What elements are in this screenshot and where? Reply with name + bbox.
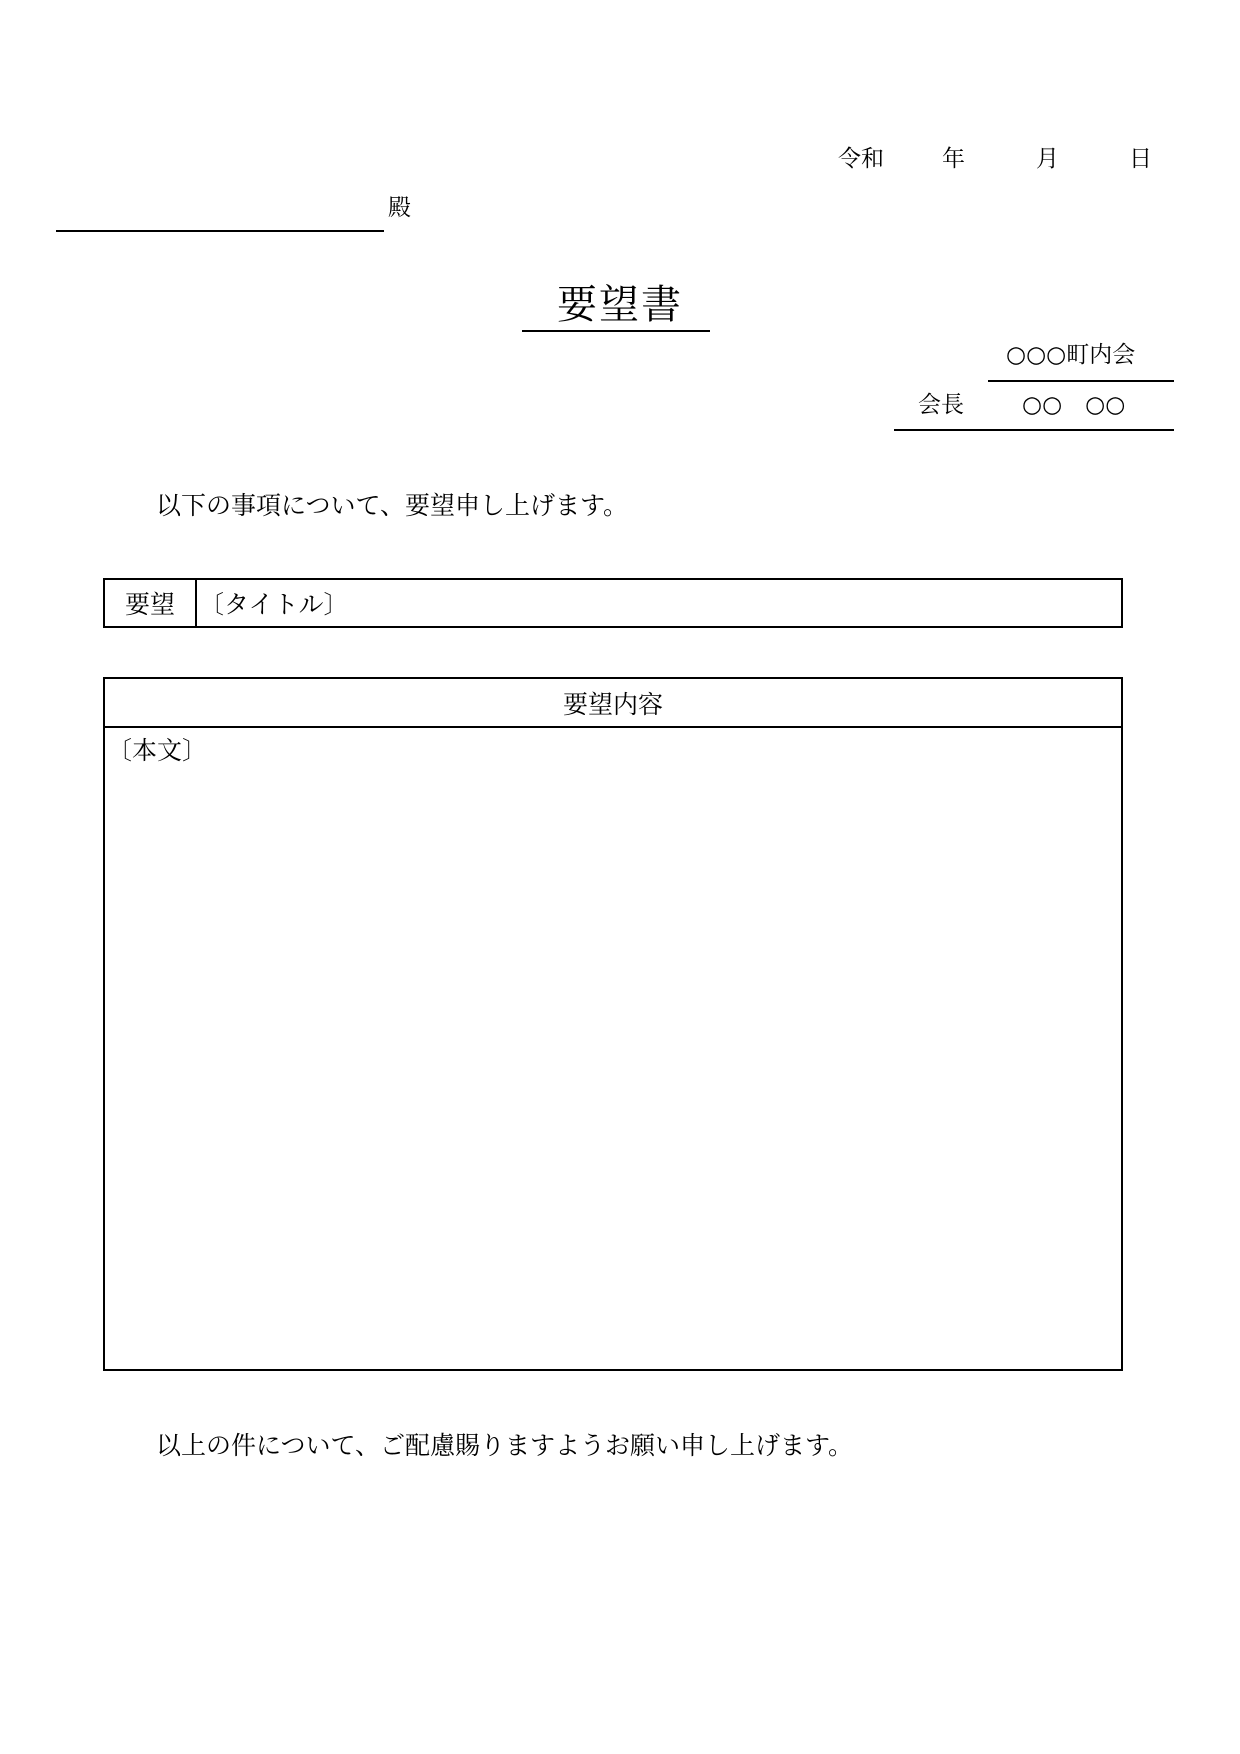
sender-organization: ○○○町内会 xyxy=(1006,342,1136,368)
sender-role: 会長 xyxy=(918,392,964,418)
subject-table xyxy=(103,578,1123,628)
recipient-name-line[interactable] xyxy=(56,230,384,232)
date-year-unit: 年 xyxy=(942,146,965,172)
content-body[interactable]: 〔本文〕 xyxy=(107,736,208,765)
title-underline xyxy=(522,330,710,332)
recipient-suffix: 殿 xyxy=(388,195,411,221)
sender-organization-line xyxy=(988,380,1174,382)
sender-name-line xyxy=(894,429,1174,431)
closing-text: 以上の件について、ご配慮賜りますようお願い申し上げます。 xyxy=(156,1431,854,1460)
subject-value[interactable]: 〔タイトル〕 xyxy=(199,590,349,619)
date-era: 令和 xyxy=(838,146,884,172)
content-header: 要望内容 xyxy=(105,679,1121,728)
sender-name: ○○ ○○ xyxy=(1022,392,1126,418)
subject-label: 要望 xyxy=(105,580,197,626)
document-title: 要望書 xyxy=(557,282,683,328)
date-month-unit: 月 xyxy=(1036,146,1059,172)
date-day-unit: 日 xyxy=(1129,146,1152,172)
intro-text: 以下の事項について、要望申し上げます。 xyxy=(156,491,629,520)
content-box xyxy=(103,677,1123,1371)
